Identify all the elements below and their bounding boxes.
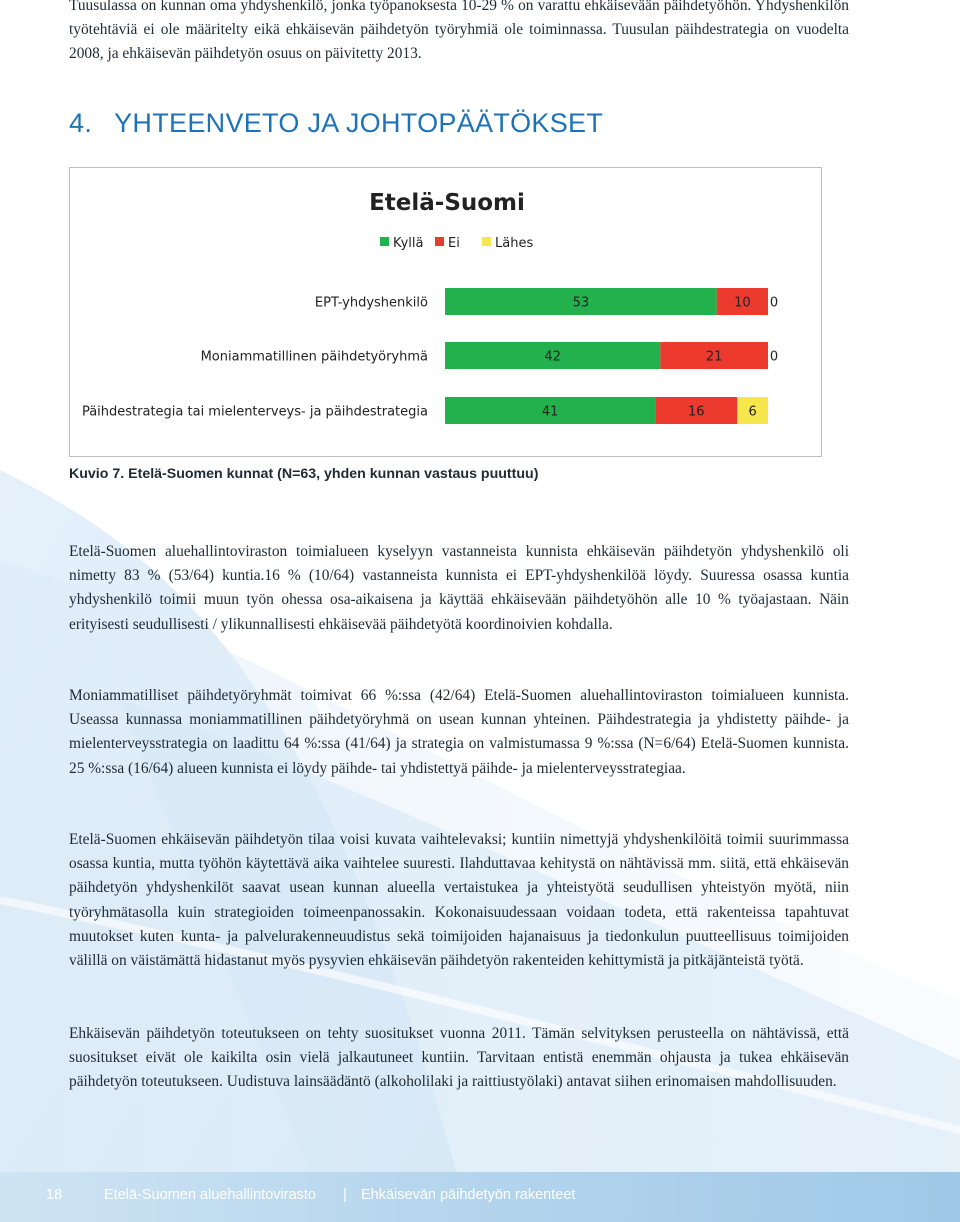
category-label: Moniammatillinen päihdetyöryhmä — [200, 349, 428, 365]
data-label: 42 — [544, 349, 561, 365]
legend-label-3: Lähes — [495, 236, 534, 251]
data-label: 21 — [705, 349, 723, 365]
category-label: Päihdestrategia tai mielenterveys- ja päihdestrategia — [81, 404, 428, 420]
legend-label-2: Ei — [448, 236, 460, 251]
data-label: 41 — [541, 404, 559, 420]
chart-title: Etelä-Suomi — [369, 190, 525, 216]
section-title: YHTEENVETO JA JOHTOPÄÄTÖKSET — [114, 108, 604, 138]
legend-swatch-1 — [380, 237, 389, 246]
footer-separator: | — [343, 1187, 347, 1203]
data-label: 6 — [748, 404, 757, 420]
paragraph-3: Etelä-Suomen ehkäisevän päihdetyön tilaa voisi kuvata vaihtelevaksi; kuntiin nimettyjä yhdyshenkilöitä toimii suurimmassa osassa kuntia, mutta työhön käytettävä aika vaihtelee suuresti. Ilahduttavaa kehitystä on nähtävissä mm. siitä, että ehkäisevän päihdetyön yhdyshenkilöt saavat usean kunnan alueella vertaistukea ja yhteistyötä seudullisen yhteistyön myötä, niin työryhmätasolla kuin strategioiden toimeenpanossakin. Kokonaisuudessaan voidaan todeta, että rakenteissa tapahtuvat muutokset kuten kunta- ja palvelurakenneuudistus sekä toimijoiden hajanaisuus ja tiedonkulun puutteellisuus toimijoiden välillä on väistämättä hidastanut myös pysyvien ehkäisevän päihdetyön rakenteiden kehittymistä ja pitkäjänteistä työtä. — [69, 831, 849, 970]
section-number: 4. — [69, 108, 93, 138]
data-label: 53 — [572, 295, 590, 311]
intro-paragraph: Tuusulassa on kunnan oma yhdyshenkilö, jonka työpanoksesta 10-29 % on varattu ehkäisevään päihdetyöhön. Yhdyshenkilön työtehtäviä ei ole määritelty eikä ehkäisevän päihdetyön työryhmiä ole toiminnassa. Tuusulan päihdestrategia on vuodelta 2008, ja ehkäisevän päihdetyön osuus on päivitetty 2013. — [69, 0, 849, 63]
footer-page-number: 18 — [46, 1187, 63, 1203]
data-label: 10 — [734, 295, 751, 311]
legend-swatch-3 — [482, 237, 491, 246]
data-label: 0 — [769, 349, 779, 365]
legend-label-1: Kyllä — [393, 236, 424, 251]
stacked-bar-chart — [70, 168, 823, 458]
paragraph-1: Etelä-Suomen aluehallintoviraston toimialueen kyselyyn vastanneista kunnista ehkäisevän päihdetyön yhdyshenkilö oli nimetty 83 % (53/64) kuntia.16 % (10/64) vastanneista kunnista ei EPT-yhdyshenkilöä löydy. Suuressa osassa kuntia yhdyshenkilö toimii muun työn ohessa osa-aikaisena ja käyttää ehkäisevään päihdetyöhön alle 10 % työajastaan. Näin erityisesti seudullisesti / ylikunnallisesti ehkäisevää päihdetyötä koordinoivien kohdalla. — [69, 543, 849, 633]
category-label: EPT-yhdyshenkilö — [314, 295, 428, 311]
data-label: 16 — [687, 404, 705, 420]
paragraph-2: Moniammatilliset päihdetyöryhmät toimivat 66 %:ssa (42/64) Etelä-Suomen aluehallintoviraston toimialueen kunnista. Useassa kunnassa moniammatillinen päihdetyöryhmä on usean kunnan yhteinen. Päihdestrategia ja yhdistetty päihde- ja mielenterveysstrategia on laadittu 64 %:ssa (41/64) ja strategia on valmistumassa 9 %:ssa (N=6/64) Etelä-Suomen kunnista. 25 %:ssa (16/64) alueen kunnista ei löydy päihde- tai yhdistettyä päihde- ja mielenterveysstrategiaa. — [69, 687, 849, 777]
section-heading — [69, 108, 603, 139]
chart-container — [69, 167, 822, 457]
data-label: 0 — [769, 295, 779, 311]
legend-swatch-2 — [435, 237, 444, 246]
footer-organization: Etelä-Suomen aluehallintovirasto — [104, 1187, 316, 1203]
paragraph-4: Ehkäisevän päihdetyön toteutukseen on tehty suositukset vuonna 2011. Tämän selvityksen perusteella on nähtävissä, että suositukset eivät ole kaikilta osin vielä jalkautuneet kuntiin. Tarvitaan entistä enemmän ohjausta ja tukea ehkäisevän päihdetyön toteutukseen. Uudistuva lainsäädäntö (alkoholilaki ja raittiustyölaki) antavat siihen erinomaisen mahdollisuuden. — [69, 1025, 849, 1091]
footer-publication: Ehkäisevän päihdetyön rakenteet — [361, 1187, 576, 1203]
figure-caption: Kuvio 7. Etelä-Suomen kunnat (N=63, yhden kunnan vastaus puuttuu) — [69, 466, 539, 482]
